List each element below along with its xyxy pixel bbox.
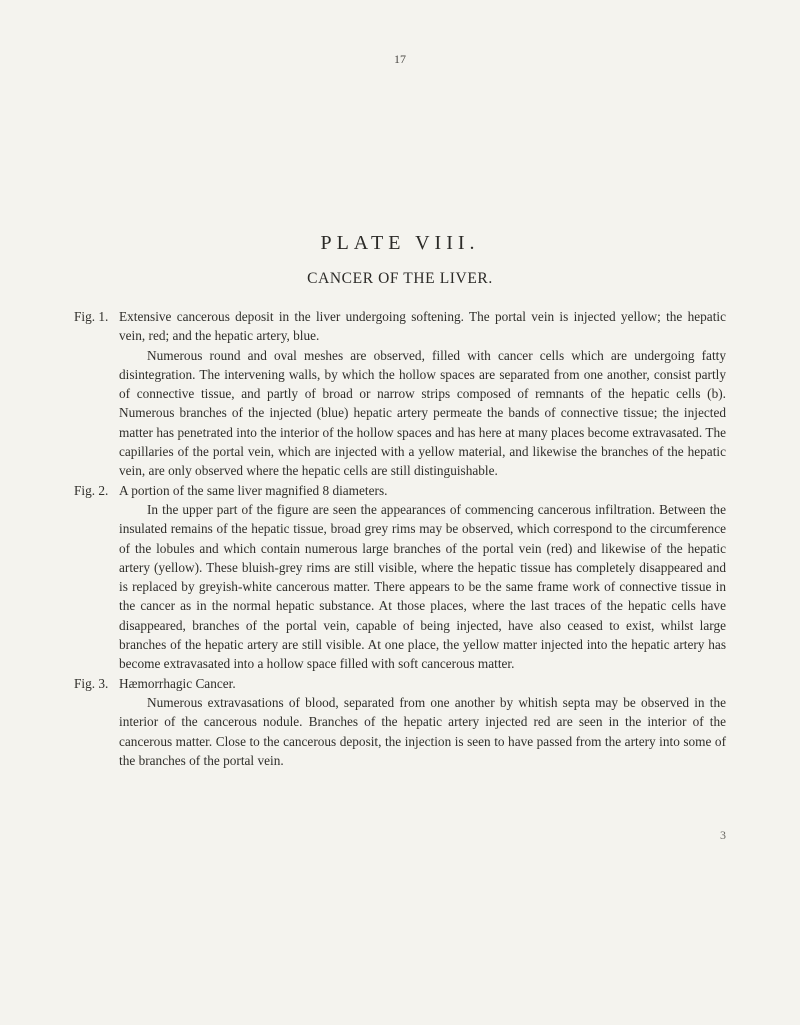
plate-title: PLATE VIII. xyxy=(320,232,480,254)
figure-1-summary: Extensive cancerous deposit in the liver undergoing softening. The portal vein is injected yellow; the hepatic vein, red; and the hepatic artery, blue. xyxy=(119,309,726,344)
figure-2-description xyxy=(74,481,726,674)
figure-3-summary: Hæmorrhagic Cancer. xyxy=(119,675,236,691)
figure-descriptions xyxy=(74,307,726,770)
figure-3-label: Fig. 3. xyxy=(74,675,109,691)
figure-2-summary: A portion of the same liver magnified 8 diameters. xyxy=(119,482,388,498)
signature-mark: 3 xyxy=(720,828,726,842)
figure-1-label: Fig. 1. xyxy=(74,309,109,324)
figure-1-detail: Numerous round and oval meshes are observed, filled with cancer cells which are undergoing fatty disintegration. The intervening walls, by which the hollow spaces are separated from one another, consist partly of connective tissue, and partly of broad or narrow strips composed of remnants of the hepatic cells (b). Numerous branches of the injected (blue) hepatic artery permeate the bands of connective tissue; the injected matter has penetrated into the interior of the hollow spaces and has here at many places become extravasated. The capillaries of the portal vein, which are injected with a yellow material, and likewise the branches of the hepatic vein, are only observed where the hepatic cells are still distinguishable. xyxy=(119,347,726,479)
figure-2-label: Fig. 2. xyxy=(74,482,109,498)
figure-1-description xyxy=(74,307,726,481)
figure-2-detail: In the upper part of the figure are seen the appearances of commencing cancerous infiltration. Between the insulated remains of the hepatic tissue, broad grey rims may be observed, which correspond to the circumference of the lobules and which contain numerous large branches of the portal vein (red) and likewise of the hepatic artery (yellow). These bluish-grey rims are still visible, where the hepatic tissue has completely disappeared and is replaced by greyish-white cancerous matter. There appears to be the same frame work of connective tissue in the cancer as in the normal hepatic substance. At those places, where the last traces of the hepatic cells have disappeared, branches of the portal vein, capable of being injected, have also ceased to exist, whilst large branches of the hepatic artery are still visible. At one place, the yellow matter injected into the hepatic artery has become extravasated into a hollow space filled with soft cancerous matter. xyxy=(119,501,726,672)
page-number: 17 xyxy=(394,52,406,66)
plate-subtitle: CANCER OF THE LIVER. xyxy=(307,270,493,287)
figure-3-detail: Numerous extravasations of blood, separated from one another by whitish septa may be observed in the interior of the cancerous nodule. Branches of the hepatic artery injected red are seen in the interior of the cancerous matter. Close to the cancerous deposit, the injection is seen to have passed from the artery into some of the branches of the portal vein. xyxy=(119,694,726,768)
figure-3-description xyxy=(74,674,726,770)
